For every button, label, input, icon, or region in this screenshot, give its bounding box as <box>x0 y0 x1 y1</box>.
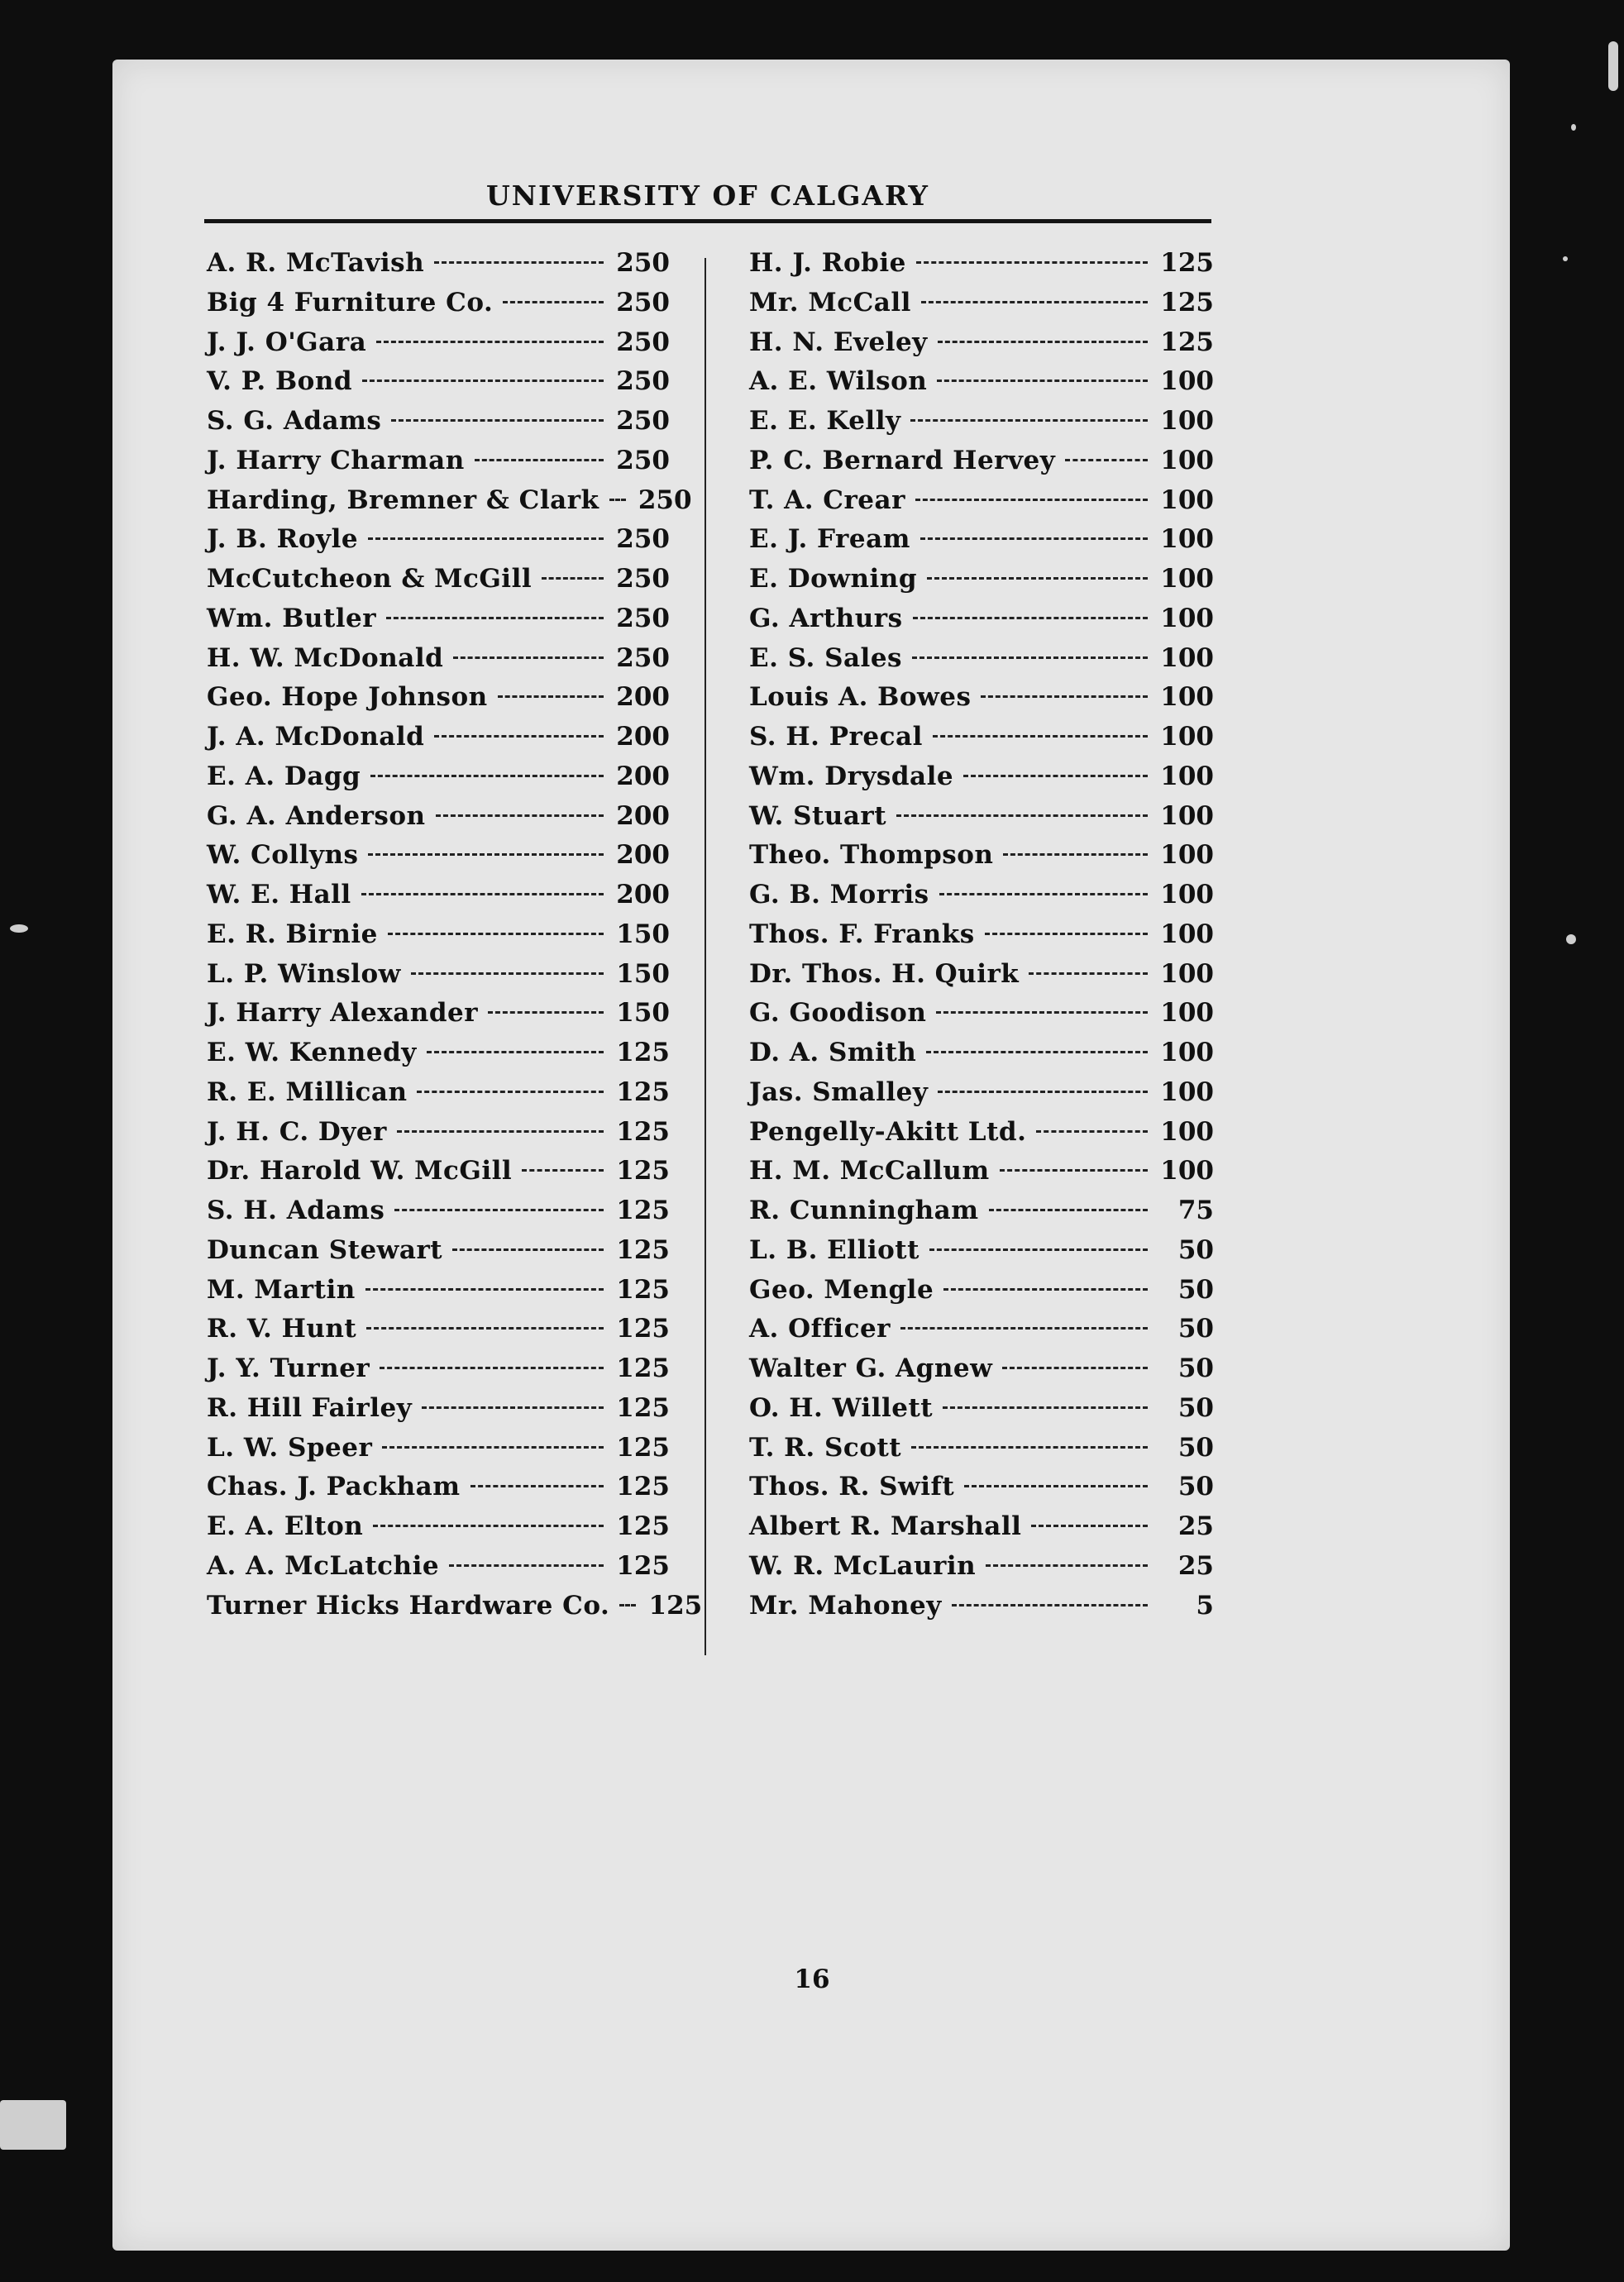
leader-dashes <box>963 775 1148 777</box>
list-item <box>749 406 1214 446</box>
list-item <box>207 1275 670 1315</box>
leader-dashes <box>981 695 1148 698</box>
donation-amount: 250 <box>616 406 670 436</box>
donation-amount: 100 <box>1160 840 1214 871</box>
list-item <box>749 446 1214 485</box>
donation-amount: 100 <box>1160 642 1214 673</box>
donor-name: Geo. Hope Johnson <box>207 682 488 713</box>
list-item <box>207 1551 670 1591</box>
donation-amount: 100 <box>1160 445 1214 475</box>
leader-dashes <box>366 1327 604 1330</box>
donation-amount: 125 <box>616 1353 670 1383</box>
leader-dashes <box>1003 853 1148 856</box>
list-item <box>207 564 670 604</box>
leader-dashes <box>938 1091 1148 1093</box>
leader-dashes <box>373 1525 604 1527</box>
scan-speck <box>0 2100 66 2150</box>
leader-dashes <box>920 537 1148 540</box>
donation-amount: 125 <box>616 1511 670 1541</box>
leader-dashes <box>365 1288 604 1291</box>
donor-name: J. J. O'Gara <box>207 327 367 357</box>
leader-dashes <box>936 1011 1148 1014</box>
donation-amount: 250 <box>616 287 670 317</box>
leader-dashes <box>921 301 1148 303</box>
donor-name: E. R. Birnie <box>207 919 378 949</box>
leader-dashes <box>475 459 604 461</box>
list-item <box>207 801 670 841</box>
list-item <box>207 682 670 722</box>
donor-name: Theo. Thompson <box>749 840 994 871</box>
leader-dashes <box>436 814 604 817</box>
list-item <box>749 1038 1214 1077</box>
list-item <box>749 722 1214 761</box>
leader-dashes <box>1036 1130 1148 1133</box>
donor-name: W. Collyns <box>207 840 359 871</box>
leader-dashes <box>1065 459 1148 461</box>
donor-name: J. H. C. Dyer <box>207 1116 387 1147</box>
donor-name: G. B. Morris <box>749 880 929 909</box>
donation-amount: 100 <box>1160 1038 1214 1067</box>
donor-name: J. B. Royle <box>207 524 359 555</box>
donation-amount: 100 <box>1160 722 1214 752</box>
donor-name: E. E. Kelly <box>749 406 901 436</box>
donor-name: S. G. Adams <box>207 406 382 436</box>
donation-amount: 125 <box>616 1156 670 1186</box>
leader-dashes <box>911 1446 1148 1449</box>
leader-dashes <box>470 1485 604 1487</box>
donation-amount: 100 <box>1160 761 1214 791</box>
list-item <box>749 880 1214 919</box>
donor-name: L. B. Elliott <box>749 1234 919 1265</box>
donor-name: Turner Hicks Hardware Co. <box>207 1590 610 1621</box>
donation-amount: 100 <box>1160 1077 1214 1107</box>
donation-amount: 50 <box>1177 1274 1214 1305</box>
donor-name: Louis A. Bowes <box>749 682 972 713</box>
leader-dashes <box>937 380 1148 382</box>
leader-dashes <box>397 1130 604 1133</box>
donation-amount: 250 <box>616 248 670 278</box>
donation-amount: 250 <box>616 445 670 475</box>
donation-amount: 100 <box>1160 485 1214 515</box>
donor-name: Albert R. Marshall <box>749 1511 1022 1541</box>
leader-dashes <box>370 775 604 777</box>
donation-amount: 50 <box>1177 1432 1214 1463</box>
scan-speck <box>10 924 28 933</box>
leader-dashes <box>503 301 604 303</box>
leader-dashes <box>989 1209 1148 1211</box>
leader-dashes <box>368 853 604 856</box>
leader-dashes <box>964 1485 1148 1487</box>
donation-amount: 200 <box>616 880 670 909</box>
leader-dashes <box>619 1604 636 1606</box>
leader-dashes <box>361 893 604 895</box>
list-item <box>749 288 1214 327</box>
list-item <box>749 1117 1214 1157</box>
leader-dashes <box>916 261 1148 264</box>
list-item <box>749 1275 1214 1315</box>
donor-name: Walter G. Agnew <box>749 1353 993 1383</box>
leader-dashes <box>910 419 1148 422</box>
donation-amount: 200 <box>616 682 670 713</box>
donor-name: A. E. Wilson <box>749 366 928 397</box>
leader-dashes <box>1031 1525 1148 1527</box>
list-item <box>749 919 1214 959</box>
list-item <box>749 1472 1214 1511</box>
list-item <box>749 1511 1214 1551</box>
list-item <box>207 327 670 367</box>
leader-dashes <box>417 1091 604 1093</box>
leader-dashes <box>386 617 604 619</box>
leader-dashes <box>362 380 604 382</box>
leader-dashes <box>434 735 604 738</box>
donor-name: Thos. R. Swift <box>749 1472 955 1502</box>
donor-name: A. R. McTavish <box>207 248 425 278</box>
donor-name: S. H. Adams <box>207 1196 385 1225</box>
list-item <box>207 880 670 919</box>
donor-name: Jas. Smalley <box>749 1077 929 1107</box>
donor-name: T. A. Crear <box>749 485 905 515</box>
leader-dashes <box>938 341 1148 343</box>
donor-name: R. Hill Fairley <box>207 1392 413 1423</box>
donation-amount: 125 <box>616 1274 670 1305</box>
list-item <box>749 604 1214 643</box>
list-item <box>749 682 1214 722</box>
scan-speck <box>1563 256 1568 261</box>
list-item <box>749 524 1214 564</box>
donor-name: W. R. McLaurin <box>749 1550 977 1581</box>
donor-name: E. A. Elton <box>207 1511 364 1541</box>
leader-dashes <box>411 972 604 975</box>
donation-amount: 100 <box>1160 1156 1214 1186</box>
donor-name: H. W. McDonald <box>207 642 444 673</box>
list-item <box>207 524 670 564</box>
list-item <box>207 1038 670 1077</box>
list-item <box>207 1156 670 1196</box>
donation-amount: 125 <box>616 1077 670 1107</box>
leader-dashes <box>952 1604 1148 1606</box>
leader-dashes <box>449 1564 604 1567</box>
donation-amount: 250 <box>616 524 670 555</box>
donor-name: J. Y. Turner <box>207 1353 370 1383</box>
donation-amount: 100 <box>1160 406 1214 436</box>
leader-dashes <box>488 1011 604 1014</box>
donation-amount: 5 <box>1196 1590 1214 1621</box>
leader-dashes <box>394 1209 604 1211</box>
leader-dashes <box>609 499 626 501</box>
list-item <box>207 1235 670 1275</box>
donor-name: M. Martin <box>207 1274 356 1305</box>
donor-name: E. A. Dagg <box>207 761 361 791</box>
donation-amount: 125 <box>1160 327 1214 357</box>
donor-name: Thos. F. Franks <box>749 919 975 949</box>
donation-amount: 200 <box>616 722 670 752</box>
list-item <box>207 1472 670 1511</box>
list-item <box>749 1077 1214 1117</box>
list-item <box>749 761 1214 801</box>
leader-dashes <box>376 341 604 343</box>
list-item <box>749 840 1214 880</box>
leader-dashes <box>382 1446 604 1449</box>
donor-name: D. A. Smith <box>749 1038 917 1067</box>
list-item <box>749 1235 1214 1275</box>
donation-amount: 100 <box>1160 603 1214 633</box>
list-item <box>749 248 1214 288</box>
leader-dashes <box>1000 1169 1148 1172</box>
leader-dashes <box>943 1288 1148 1291</box>
donation-amount: 250 <box>616 564 670 594</box>
list-item <box>207 446 670 485</box>
donor-name: O. H. Willett <box>749 1392 934 1423</box>
donor-name: Chas. J. Packham <box>207 1472 461 1502</box>
leader-dashes <box>427 1051 604 1053</box>
donation-amount: 125 <box>616 1196 670 1225</box>
donor-name: R. E. Millican <box>207 1077 408 1107</box>
leader-dashes <box>1029 972 1148 975</box>
leader-dashes <box>939 893 1148 895</box>
leader-dashes <box>926 1051 1148 1053</box>
donation-amount: 125 <box>616 1314 670 1344</box>
leader-dashes <box>391 419 604 422</box>
donation-amount: 125 <box>1160 248 1214 278</box>
donation-amount: 25 <box>1177 1511 1214 1541</box>
donation-amount: 50 <box>1177 1314 1214 1344</box>
leader-dashes <box>913 617 1148 619</box>
donation-amount: 100 <box>1160 366 1214 397</box>
donor-name: R. V. Hunt <box>207 1314 357 1344</box>
donor-name: H. M. McCallum <box>749 1156 990 1186</box>
donor-name: G. Arthurs <box>749 603 903 633</box>
scan-speck <box>1571 124 1576 131</box>
list-item <box>207 919 670 959</box>
donation-amount: 50 <box>1177 1392 1214 1423</box>
donor-name: G. A. Anderson <box>207 800 426 831</box>
list-item <box>207 722 670 761</box>
donation-amount: 200 <box>616 840 670 871</box>
list-item <box>749 1393 1214 1433</box>
donation-amount: 50 <box>1177 1472 1214 1502</box>
list-item <box>207 1393 670 1433</box>
donation-amount: 100 <box>1160 880 1214 909</box>
list-item <box>207 1077 670 1117</box>
donor-name: Wm. Drysdale <box>749 761 954 791</box>
donation-amount: 125 <box>616 1234 670 1265</box>
leader-dashes <box>985 933 1148 935</box>
leader-dashes <box>912 656 1148 659</box>
column-divider <box>705 258 706 1655</box>
donor-name: McCutcheon & McGill <box>207 564 533 594</box>
donor-name: Wm. Butler <box>207 603 377 633</box>
donation-amount: 100 <box>1160 564 1214 594</box>
leader-dashes <box>933 735 1148 738</box>
donation-amount: 125 <box>616 1472 670 1502</box>
donation-amount: 100 <box>1160 998 1214 1029</box>
donation-amount: 100 <box>1160 1116 1214 1147</box>
donor-name: Dr. Thos. H. Quirk <box>749 958 1020 989</box>
list-item <box>207 998 670 1038</box>
donor-name: Pengelly-Akitt Ltd. <box>749 1116 1027 1147</box>
leader-dashes <box>986 1564 1148 1567</box>
list-item <box>207 1353 670 1393</box>
donor-name: E. W. Kennedy <box>207 1038 417 1067</box>
donor-name: L. W. Speer <box>207 1432 373 1463</box>
left-column <box>207 248 703 1630</box>
donation-amount: 150 <box>616 958 670 989</box>
donor-name: E. S. Sales <box>749 642 903 673</box>
donor-name: Mr. McCall <box>749 287 911 317</box>
donation-amount: 75 <box>1177 1196 1214 1225</box>
scan-speck <box>1566 934 1576 944</box>
list-item <box>749 327 1214 367</box>
donation-amount: 250 <box>616 603 670 633</box>
leader-dashes <box>498 695 604 698</box>
donor-name: S. H. Precal <box>749 722 923 752</box>
list-item <box>207 288 670 327</box>
donation-amount: 250 <box>616 327 670 357</box>
donor-name: Harding, Bremner & Clark <box>207 485 599 515</box>
list-item <box>749 1156 1214 1196</box>
leader-dashes <box>368 537 604 540</box>
list-item <box>749 1353 1214 1393</box>
donation-amount: 125 <box>616 1038 670 1067</box>
leader-dashes <box>434 261 604 264</box>
list-item <box>749 959 1214 999</box>
list-item <box>749 643 1214 683</box>
donation-amount: 125 <box>648 1590 703 1621</box>
right-column <box>749 248 1214 1630</box>
leader-dashes <box>453 656 604 659</box>
list-item <box>749 1551 1214 1591</box>
leader-dashes <box>422 1406 604 1409</box>
donation-amount: 150 <box>616 998 670 1029</box>
list-item <box>207 406 670 446</box>
donor-name: A. Officer <box>749 1314 891 1344</box>
leader-dashes <box>900 1327 1148 1330</box>
leader-dashes <box>915 499 1148 501</box>
list-item <box>207 1196 670 1235</box>
list-item <box>749 1591 1214 1630</box>
donor-name: Mr. Mahoney <box>749 1590 942 1621</box>
donation-amount: 50 <box>1177 1353 1214 1383</box>
donation-amount: 50 <box>1177 1234 1214 1265</box>
list-item <box>749 998 1214 1038</box>
donor-name: Dr. Harold W. McGill <box>207 1156 513 1186</box>
donor-name: R. Cunningham <box>749 1196 979 1225</box>
list-item <box>207 840 670 880</box>
donor-name: A. A. McLatchie <box>207 1550 440 1581</box>
donor-name: V. P. Bond <box>207 366 353 397</box>
donor-name: G. Goodison <box>749 998 927 1029</box>
donation-amount: 25 <box>1177 1550 1214 1581</box>
header-rule <box>204 219 1211 223</box>
leader-dashes <box>542 577 604 580</box>
leader-dashes <box>896 814 1148 817</box>
list-item <box>207 959 670 999</box>
donor-name: E. Downing <box>749 564 917 594</box>
donor-name: T. R. Scott <box>749 1432 902 1463</box>
leader-dashes <box>452 1248 604 1251</box>
list-item <box>749 366 1214 406</box>
donation-amount: 125 <box>1160 287 1214 317</box>
list-item <box>749 1433 1214 1473</box>
donation-amount: 125 <box>616 1392 670 1423</box>
page-number: 16 <box>794 1965 830 1994</box>
donation-amount: 125 <box>616 1432 670 1463</box>
donor-name: E. J. Fream <box>749 524 910 555</box>
list-item <box>207 366 670 406</box>
donor-name: L. P. Winslow <box>207 958 401 989</box>
donor-name: W. E. Hall <box>207 880 351 909</box>
donor-name: Big 4 Furniture Co. <box>207 287 494 317</box>
leader-dashes <box>388 933 604 935</box>
donation-amount: 125 <box>616 1116 670 1147</box>
donor-name: J. A. McDonald <box>207 722 425 752</box>
donor-name: H. N. Eveley <box>749 327 928 357</box>
donation-amount: 100 <box>1160 958 1214 989</box>
list-item <box>749 485 1214 525</box>
donation-amount: 250 <box>616 642 670 673</box>
donation-amount: 100 <box>1160 919 1214 949</box>
page-title: UNIVERSITY OF CALGARY <box>486 179 929 212</box>
donor-name: H. J. Robie <box>749 248 906 278</box>
donation-amount: 100 <box>1160 524 1214 555</box>
list-item <box>749 1196 1214 1235</box>
list-item <box>749 1314 1214 1353</box>
donor-name: Duncan Stewart <box>207 1234 443 1265</box>
donation-amount: 100 <box>1160 682 1214 713</box>
list-item <box>749 801 1214 841</box>
donation-amount: 200 <box>616 761 670 791</box>
donation-amount: 250 <box>638 485 692 515</box>
donor-name: P. C. Bernard Hervey <box>749 445 1056 475</box>
donation-amount: 200 <box>616 800 670 831</box>
list-item <box>207 1314 670 1353</box>
leader-dashes <box>929 1248 1148 1251</box>
list-item <box>207 643 670 683</box>
donation-amount: 250 <box>616 366 670 397</box>
list-item <box>207 761 670 801</box>
donor-name: J. Harry Charman <box>207 445 465 475</box>
donation-amount: 150 <box>616 919 670 949</box>
list-item <box>207 1433 670 1473</box>
leader-dashes <box>943 1406 1148 1409</box>
list-item <box>207 485 692 525</box>
list-item <box>207 1511 670 1551</box>
donor-name: W. Stuart <box>749 800 887 831</box>
donor-name: Geo. Mengle <box>749 1274 934 1305</box>
list-item <box>207 604 670 643</box>
donation-amount: 100 <box>1160 800 1214 831</box>
leader-dashes <box>927 577 1148 580</box>
leader-dashes <box>522 1169 604 1172</box>
list-item <box>207 1117 670 1157</box>
list-item <box>207 248 670 288</box>
list-item <box>207 1590 703 1630</box>
scan-speck <box>1608 41 1618 91</box>
donor-name: J. Harry Alexander <box>207 998 479 1029</box>
list-item <box>749 564 1214 604</box>
leader-dashes <box>380 1367 604 1369</box>
leader-dashes <box>1002 1367 1148 1369</box>
donation-amount: 125 <box>616 1550 670 1581</box>
